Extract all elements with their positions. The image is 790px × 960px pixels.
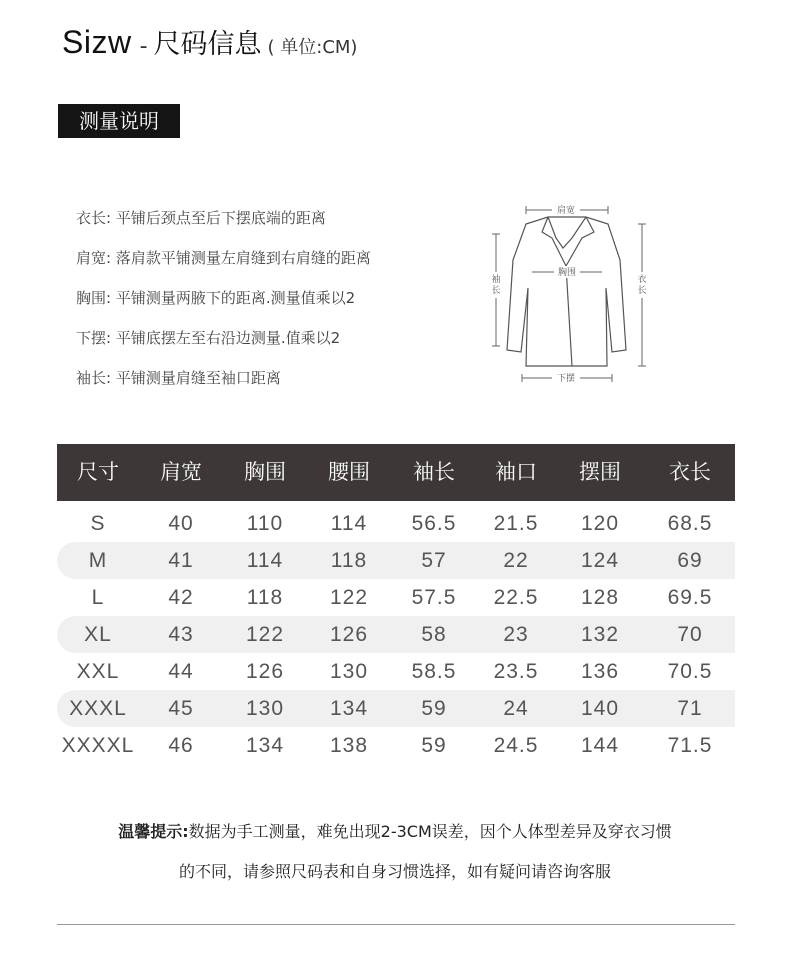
header-hem: 摆围 [579,460,621,484]
measurement-notes [76,206,371,406]
coat-outline [507,217,626,366]
table-row [57,542,735,579]
shoulder-label: 肩宽 [556,206,576,216]
table-cell: 128 [580,585,620,609]
size-table-body [57,505,735,764]
table-cell: 23.5 [493,659,539,683]
table-cell: 24 [503,696,529,720]
length-label-1: 衣 [637,275,647,285]
header-cuff: 袖口 [495,460,537,484]
table-cell: 69 [677,548,703,572]
table-cell: 124 [580,548,620,572]
size-table-header [57,444,735,501]
table-cell: XL [84,622,112,646]
table-cell: 134 [245,733,285,757]
table-cell: XXXL [69,696,127,720]
table-cell: 71 [677,696,703,720]
header-sleeve: 袖长 [413,460,455,484]
sleeve-label-2: 长 [491,286,501,296]
table-cell: 42 [168,585,194,609]
table-cell: 140 [580,696,620,720]
tips-line-1 [0,812,790,852]
note-sleeve: 袖长: 平铺测量肩缝至袖口距离 [76,369,281,387]
table-cell: 57.5 [411,585,457,609]
chest-label: 胸围 [557,268,577,278]
table-cell: 69.5 [667,585,713,609]
table-cell: 132 [580,622,620,646]
tips-text-1: 数据为手工测量，难免出现2-3CM误差，因个人体型差异及穿衣习惯 [188,822,672,841]
table-cell: 46 [168,733,194,757]
length-label-2: 长 [637,286,647,296]
table-cell: 59 [421,696,447,720]
table-cell: 22 [503,548,529,572]
table-cell: XXL [76,659,120,683]
table-cell: 130 [245,696,285,720]
note-chest: 胸围: 平铺测量两腋下的距离.测量值乘以2 [76,289,356,307]
table-cell: 57 [421,548,447,572]
table-cell: 138 [329,733,369,757]
brand-name: Sizw [62,24,132,60]
sleeve-label-1: 袖 [491,275,501,285]
table-row [57,690,735,727]
bottom-divider [57,924,735,925]
table-cell: XXXXL [61,733,135,757]
table-row [57,653,735,690]
table-cell: 70 [677,622,703,646]
table-cell: 23 [503,622,529,646]
table-cell: 44 [168,659,194,683]
table-cell: L [91,585,105,609]
header-size: 尺寸 [77,460,119,484]
table-cell: 110 [246,511,284,535]
table-cell: 134 [329,696,369,720]
table-row [57,579,735,616]
header-chest: 胸围 [244,460,286,484]
table-cell: 22.5 [493,585,539,609]
size-info-heading: 尺码信息 [153,29,262,60]
table-cell: 144 [580,733,620,757]
table-cell: 56.5 [411,511,457,535]
table-cell: 114 [330,511,368,535]
header-length: 衣长 [669,460,711,484]
table-cell: 118 [246,585,284,609]
table-cell: 126 [329,622,369,646]
table-cell: 40 [168,511,194,535]
table-cell: 24.5 [493,733,539,757]
table-cell: 41 [168,548,194,572]
coat-measurement-diagram [486,200,656,390]
unit-label: ( 单位:CM) [267,37,358,58]
table-cell: 136 [580,659,620,683]
table-cell: 21.5 [493,511,539,535]
table-cell: 43 [168,622,194,646]
table-cell: 126 [245,659,285,683]
table-cell: 45 [168,696,194,720]
tips-label: 温馨提示: [118,822,189,841]
header-shoulder: 肩宽 [160,460,202,484]
table-cell: M [88,548,108,572]
header-waist: 腰围 [328,460,370,484]
table-cell: 58 [421,622,447,646]
table-cell: 130 [329,659,369,683]
table-cell: 120 [580,511,620,535]
table-row [57,616,735,653]
table-cell: S [90,511,106,535]
measurement-guide-tag: 测量说明 [58,104,180,138]
hem-label: 下摆 [556,374,576,384]
table-row [57,727,735,764]
note-shoulder: 肩宽: 落肩款平铺测量左肩缝到右肩缝的距离 [76,249,371,267]
table-cell: 71.5 [667,733,713,757]
note-hem: 下摆: 平铺底摆左至右沿边测量.值乘以2 [76,329,341,347]
note-length: 衣长: 平铺后颈点至后下摆底端的距离 [76,209,326,227]
table-cell: 114 [246,548,284,572]
table-cell: 59 [421,733,447,757]
table-cell: 58.5 [411,659,457,683]
table-cell: 122 [245,622,285,646]
size-table [57,444,735,764]
table-cell: 118 [330,548,368,572]
table-cell: 68.5 [667,511,713,535]
title-separator: - [139,34,148,59]
tips-text-2: 的不同，请参照尺码表和自身习惯选择，如有疑问请咨询客服 [178,862,611,881]
tips-section [0,812,790,892]
table-cell: 122 [329,585,369,609]
page-title [62,22,357,61]
table-cell: 70.5 [667,659,713,683]
table-row [57,505,735,542]
